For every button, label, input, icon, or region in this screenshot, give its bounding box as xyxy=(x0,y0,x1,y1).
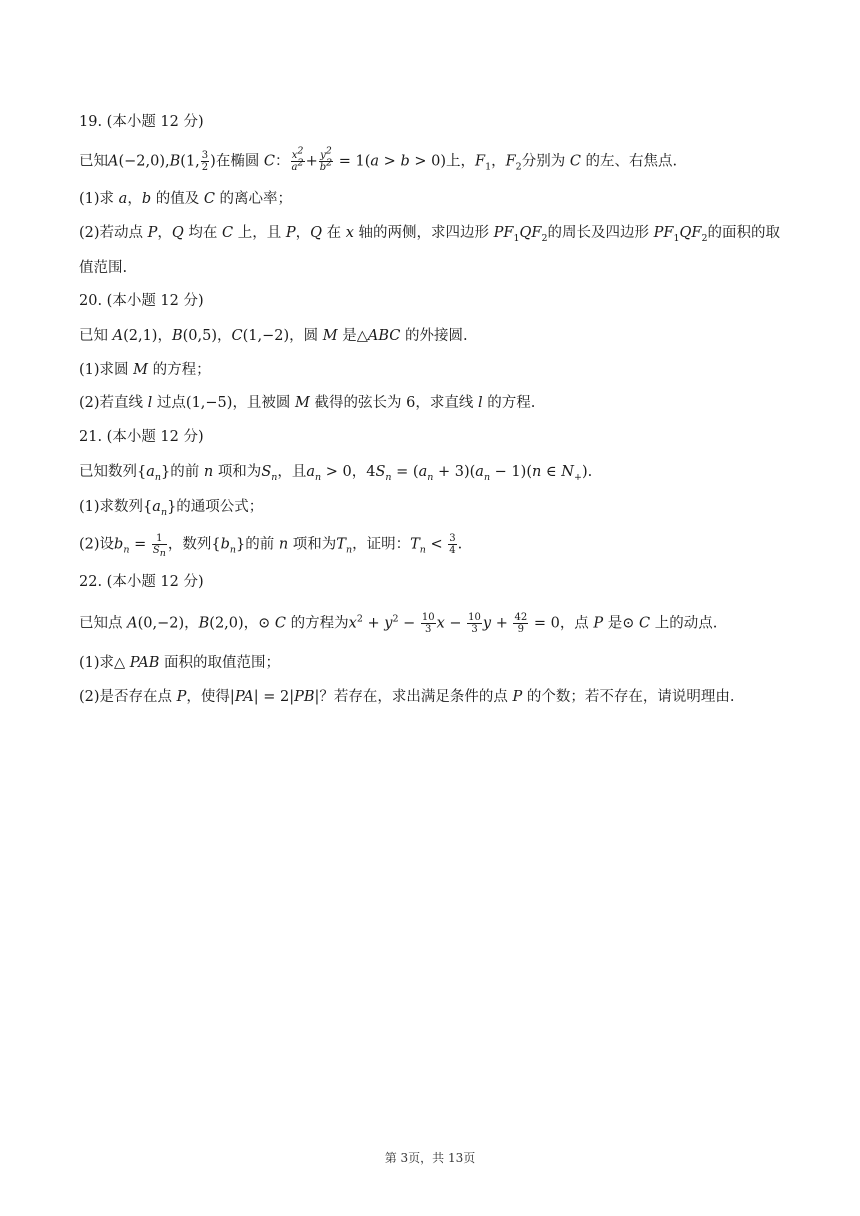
q19-statement: 已知A(−2,0),B(1, $\frac{3}{2}$ )在椭圆 C： $\frac{x^2}{a^2}$ + $\frac{y^2}{b^2}$ = 1(a > b > 0)上，$F_1$，$F_2$分别为 C 的左、右焦点. xyxy=(79,145,678,173)
q21-part2: (2)设$b_n$ = $\frac{1}{S_n}$ ，数列$\{b_n\}$的前 n 项和为$T_n$，证明：$T_n$ < $\frac{3}{4}$ . xyxy=(79,533,463,559)
page-number-footer: 第 3页，共 13页 xyxy=(384,1151,476,1165)
q19-header: 19. (本小题 12 分) xyxy=(79,114,204,130)
q21-part1: (1)求数列$\{a_n\}$的通项公式； xyxy=(79,499,264,518)
q20-statement: 已知 A(2,1)，B(0,5)，C(1,−2)，圆 M 是△ABC 的外接圆. xyxy=(79,328,468,344)
q20-part2: (2)若直线 l 过点(1,−5)，且被圆 M 截得的弦长为 6，求直线 l 的方程. xyxy=(79,395,536,411)
q22-statement: 已知点 A(0,−2)，B(2,0)，⊙ C 的方程为$x^2 + y^2$ − $\frac{10}{3}$ x − $\frac{10}{3}$ y + $\frac{42}{9}$ = 0，点 P 是⊙ C 上的动点. xyxy=(79,612,718,635)
q19-part2-cont: 值范围. xyxy=(79,260,128,276)
q22-part2: (2)是否存在点 P，使得|PA| = 2|PB|？若存在，求出满足条件的点 P 的个数；若不存在，请说明理由. xyxy=(79,689,735,705)
q22-header: 22. (本小题 12 分) xyxy=(79,574,204,590)
q20-part1: (1)求圆 M 的方程； xyxy=(79,362,211,378)
q21-statement: 已知数列$\{a_n\}$的前 n 项和为$S_n$，且$a_n > 0$，$4S_n = (a_n + 3)(a_n - 1)(n$ ∈ $N_+$). xyxy=(79,464,593,483)
q19-part1: (1)求 a，b 的值及 C 的离心率； xyxy=(79,191,293,207)
q22-part1: (1)求△ PAB 面积的取值范围； xyxy=(79,655,280,671)
q19-part2: (2)若动点 P，Q 均在 C 上，且 P，Q 在 x 轴的两侧，求四边形 $PF_1QF_2$的周长及四边形 $PF_1QF_2$的面积的取 xyxy=(79,225,780,244)
q20-header: 20. (本小题 12 分) xyxy=(79,293,204,309)
q21-header: 21. (本小题 12 分) xyxy=(79,429,204,445)
